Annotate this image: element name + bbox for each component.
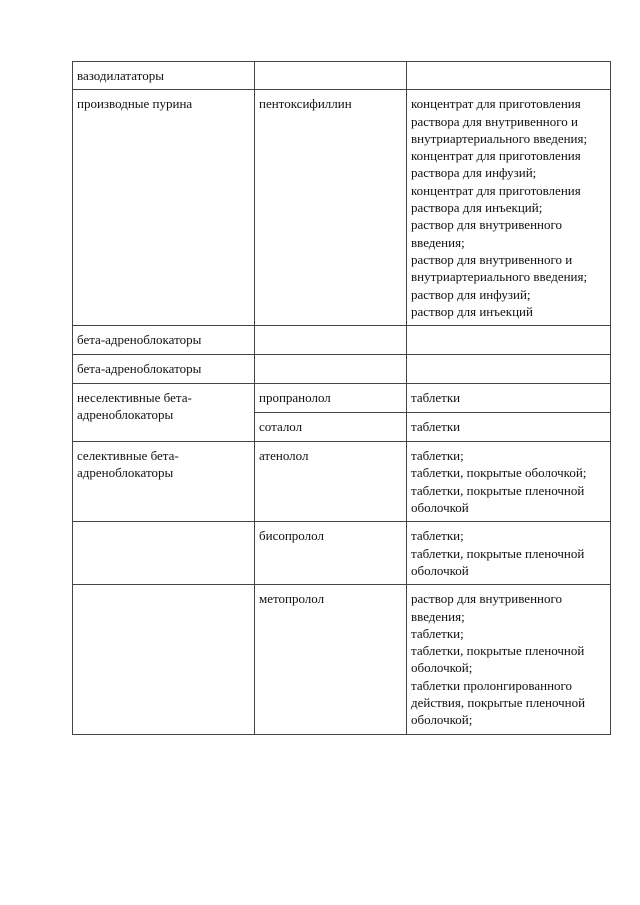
form-item: концентрат для приготовления раствора для инъекций; [411,182,581,216]
table-row [73,522,611,585]
drug-cell [255,326,407,355]
form-item: таблетки; [411,448,464,464]
drug-cell [255,355,407,384]
form-item: таблетки, покрытые пленочной оболочкой [411,482,585,516]
form-item: таблетки; [411,528,464,544]
form-item: раствор для инъекций [411,303,533,319]
form-item: концентрат для приготовления раствора для внутривенного и внутриартериального введения; [411,96,588,146]
form-item: таблетки [411,419,461,435]
group-cell: селективные бета-адреноблокаторы [73,442,255,522]
table-row [73,62,611,90]
form-item: концентрат для приготовления раствора для инфузий; [411,148,581,181]
forms-cell [407,62,611,90]
form-item: раствор для внутривенного введения; [411,217,562,250]
drug-cell: пропранолол [255,384,407,413]
document-page [72,61,610,735]
form-item: таблетки [411,390,461,406]
form-item: таблетки пролонгированного действия, покрытые пленочной оболочкой; [411,677,586,728]
forms-cell [407,384,611,413]
form-item: таблетки, покрытые пленочной оболочкой; [411,643,585,676]
forms-cell [407,522,611,585]
forms-cell [407,326,611,355]
drug-cell: соталол [255,413,407,442]
forms-cell [407,442,611,522]
form-item: таблетки, покрытые оболочкой; [411,465,587,481]
group-cell: неселективные бета-адреноблокаторы [73,384,255,442]
group-cell: бета-адреноблокаторы [73,326,255,355]
table-row [73,355,611,384]
group-cell: производные пурина [73,90,255,326]
forms-cell [407,585,611,734]
forms-cell [407,90,611,326]
table-row [73,326,611,355]
form-item: раствор для инфузий; [411,286,531,302]
form-item: раствор для внутривенного и внутриартериального введения; [411,251,588,285]
table-row [73,585,611,734]
table-row [73,90,611,326]
group-cell [73,585,255,734]
forms-cell [407,355,611,384]
table-row [73,442,611,522]
form-item: таблетки, покрытые пленочной оболочкой [411,545,585,578]
group-cell: вазодилататоры [73,62,255,90]
form-item: таблетки; [411,625,464,641]
group-cell: бета-адреноблокаторы [73,355,255,384]
table-row [73,384,611,413]
drug-cell: бисопролол [255,522,407,585]
drug-cell: пентоксифиллин [255,90,407,326]
forms-cell [407,413,611,442]
drug-cell [255,62,407,90]
form-item: раствор для внутривенного введения; [411,591,562,624]
group-cell [73,522,255,585]
drug-table [72,61,611,735]
drug-cell: метопролол [255,585,407,734]
drug-cell: атенолол [255,442,407,522]
